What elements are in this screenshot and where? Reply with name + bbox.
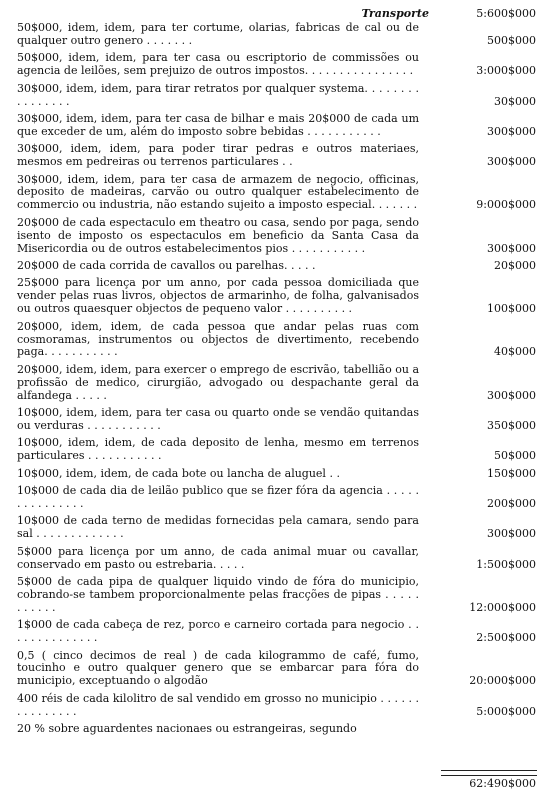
tax-entry-text: 10$000, idem, idem, de cada deposito de lenha, mesmo em terrenos particulares . . . . . . . . . . . bbox=[17, 436, 419, 463]
tax-entry-text: 400 réis de cada kilolitro de sal vendido em grosso no municipio . . . . . . . . . . . . . . . bbox=[17, 691, 419, 718]
carry-over-label: Transporte bbox=[361, 7, 429, 20]
tax-entry bbox=[0, 619, 551, 645]
tax-entry-value: 500$000 bbox=[487, 33, 536, 47]
grand-total: 62:490$000 bbox=[469, 777, 536, 790]
tax-entry-value: 9:000$000 bbox=[476, 198, 536, 212]
tax-entry-text: 20$000 de cada corrida de cavallos ou parelhas. . . . . bbox=[17, 259, 316, 272]
carry-over-value: 5:600$000 bbox=[476, 7, 536, 20]
tax-entry-value: 150$000 bbox=[487, 466, 536, 480]
tax-entry bbox=[0, 437, 551, 463]
tax-entry-value: 5:000$000 bbox=[476, 704, 536, 718]
tax-entry-value: 3:000$000 bbox=[476, 64, 536, 78]
tax-entry bbox=[0, 364, 551, 403]
tax-entry bbox=[0, 576, 551, 615]
tax-entry bbox=[0, 723, 551, 736]
tax-entry bbox=[0, 321, 551, 360]
tax-entry-value: 300$000 bbox=[487, 527, 536, 541]
tax-entry bbox=[0, 650, 551, 689]
tax-entry bbox=[0, 277, 551, 316]
tax-entry bbox=[0, 693, 551, 719]
tax-entry-value: 100$000 bbox=[487, 302, 536, 316]
total-rule bbox=[441, 770, 537, 776]
tax-entry-text: 5$000 de cada pipa de qualquer liquido vindo de fóra do municipio, cobrando-se tambem proporcionalmente pelas fracções de pipas . . . . . . . . . . . bbox=[17, 575, 419, 614]
tax-entry bbox=[0, 113, 551, 139]
tax-entry-value: 350$000 bbox=[487, 418, 536, 432]
tax-entry-text: 20$000 de cada espectaculo em theatro ou casa, sendo por paga, sendo isento de imposto os espectaculos em beneficio da Santa Casa da Misericordia ou de outros estabelecimentos pios . . . . . . . . . . . bbox=[17, 215, 419, 255]
tax-entry-text: 50$000, idem, idem, para ter casa ou escriptorio de commissões ou agencia de leilões, sem prejuizo de outros impostos. . . . . . . . . . . . . . . . bbox=[17, 51, 419, 78]
tax-entry bbox=[0, 260, 551, 273]
tax-entry bbox=[0, 468, 551, 481]
tax-entry-text: 5$000 para licença por um anno, de cada animal muar ou cavallar, conservado em pasto ou estrebaria. . . . . bbox=[17, 544, 419, 571]
tax-entry-text: 30$000, idem, idem, para poder tirar pedras e outros materiaes, mesmos em pedreiras ou terrenos particulares . . bbox=[17, 142, 419, 169]
tax-entry-value: 300$000 bbox=[487, 388, 536, 402]
tax-entry-value: 40$000 bbox=[494, 345, 536, 359]
tax-entry bbox=[0, 217, 551, 256]
tax-entry-text: 10$000, idem, idem, de cada bote ou lancha de aluguel . . bbox=[17, 466, 340, 480]
tax-entry-text: 30$000, idem, idem, para tirar retratos por qualquer systema. . . . . . . . . . . . . . . . bbox=[17, 81, 419, 108]
tax-entry-text: 1$000 de cada cabeça de rez, porco e carneiro cortada para negocio . . . . . . . . . . . . . . bbox=[17, 618, 419, 645]
tax-entry-text: 20 % sobre aguardentes nacionaes ou estrangeiras, segundo bbox=[17, 722, 357, 736]
tax-entry-text: 10$000, idem, idem, para ter casa ou quarto onde se vendão quitandas ou verduras . . . . . . . . . . . bbox=[17, 406, 419, 432]
tax-entry-value: 1:500$000 bbox=[476, 557, 536, 571]
tax-entry-text: 30$000, idem, idem, para ter casa de armazem de negocio, officinas, deposito de madeiras, carvão ou outro qualquer estabelecimento de commercio ou industria, não estando sujeito a imposto especial. . . . . . . bbox=[17, 172, 419, 212]
tax-entry-text: 20$000, idem, idem, para exercer o emprego de escrivão, tabellião ou a profissão de medico, cirurgião, advogado ou despachante geral da alfandega . . . . . bbox=[17, 362, 419, 402]
tax-entry bbox=[0, 83, 551, 109]
tax-entry-value: 2:500$000 bbox=[476, 631, 536, 645]
tax-entry-text: 25$000 para licença por um anno, por cada pessoa domiciliada que vender pelas ruas livros, objectos de armarinho, de folha, galvanisados ou outros quaesquer objectos de pequeno valor . . . . . . . . . . bbox=[17, 276, 419, 316]
tax-entry bbox=[0, 52, 551, 78]
tax-entry-value: 30$000 bbox=[494, 94, 536, 108]
tax-entry-text: 50$000, idem, idem, para ter cortume, olarias, fabricas de cal ou de qualquer outro genero . . . . . . . bbox=[17, 21, 419, 47]
tax-entry-value: 20$000 bbox=[494, 259, 536, 272]
tax-entry-list bbox=[0, 22, 551, 741]
tax-entry bbox=[0, 546, 551, 572]
tax-entry bbox=[0, 22, 551, 48]
tax-entry bbox=[0, 515, 551, 541]
tax-entry-value: 12:000$000 bbox=[469, 600, 536, 614]
tax-entry-text: 20$000, idem, idem, de cada pessoa que andar pelas ruas com cosmoramas, instrumentos ou objectos de divertimento, recebendo paga. . . . . . . . . . . bbox=[17, 319, 419, 359]
tax-entry-text: 10$000 de cada terno de medidas fornecidas pela camara, sendo para sal . . . . . . . . . . . . . bbox=[17, 514, 419, 541]
tax-entry bbox=[0, 485, 551, 511]
tax-entry-value: 300$000 bbox=[487, 241, 536, 255]
tax-entry-value: 200$000 bbox=[487, 497, 536, 510]
tax-entry-value: 300$000 bbox=[487, 155, 536, 169]
tax-entry bbox=[0, 174, 551, 213]
tax-entry-text: 0,5 ( cinco decimos de real ) de cada kilogrammo de café, fumo, toucinho e outro qualquer genero que se embarcar para fóra do municipio, exceptuando o algodão bbox=[17, 648, 419, 688]
tax-entry-value: 20:000$000 bbox=[469, 674, 536, 688]
tax-entry bbox=[0, 407, 551, 433]
tax-entry-value: 300$000 bbox=[487, 124, 536, 138]
tax-entry-text: 10$000 de cada dia de leilão publico que se fizer fóra da agencia . . . . . . . . . . . . . . . bbox=[17, 484, 419, 510]
tax-entry-text: 30$000, idem, idem, para ter casa de bilhar e mais 20$000 de cada um que exceder de um, além do imposto sobre bebidas . . . . . . . . . . . bbox=[17, 111, 419, 138]
tax-entry bbox=[0, 143, 551, 169]
tax-entry-value: 50$000 bbox=[494, 449, 536, 463]
